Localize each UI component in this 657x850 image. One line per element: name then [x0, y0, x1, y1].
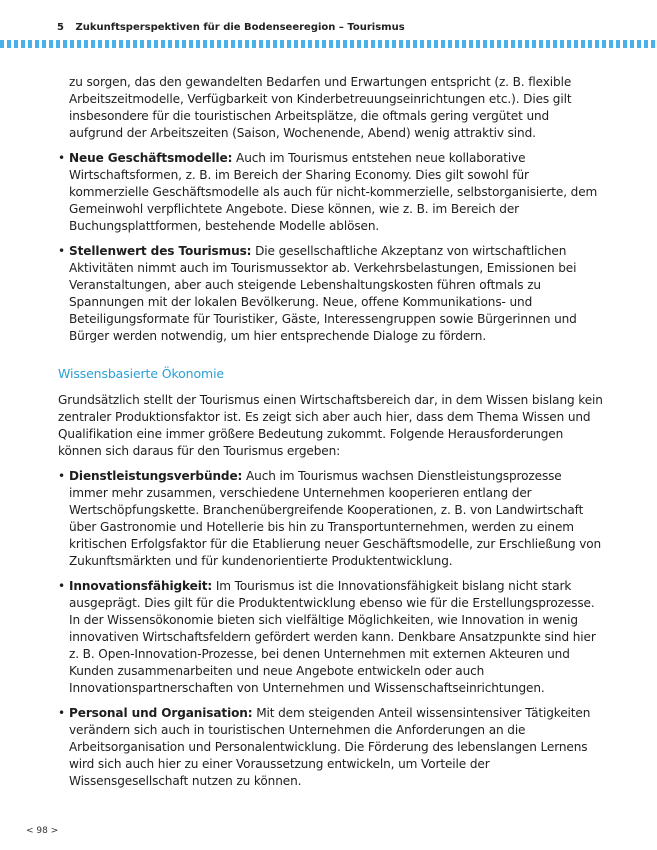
bullet-term: Innovationsfähigkeit:: [69, 579, 213, 593]
bullet-list-top: [58, 150, 603, 345]
list-item: [58, 150, 603, 235]
bullet-term: Dienstleistungsverbünde:: [69, 469, 243, 483]
bullet-term: Personal und Organisation:: [69, 706, 253, 720]
list-item: [58, 243, 603, 345]
bullet-icon: •: [58, 151, 66, 165]
running-header: [57, 22, 405, 33]
bullet-icon: •: [58, 579, 66, 593]
bullet-text: Im Tourismus ist die Innovationsfähigkeit bislang nicht stark ausgeprägt. Dies gilt für die Produktentwicklung ebenso wie für die Erstellungsprozesse. In der Wissensökonomie bieten sich vielfältige Möglichkeiten, wie Innovation in wenig innovativen Wirtschaftsfeldern gefördert werden kann. Denkbare Ansatzpunkte sind hier z. B. Open-Innovation-Prozesse, bei denen Unternehmen mit externen Akteuren und Kunden zusammenarbeiten und neue Angebote entwickeln oder auch Innovationspartnerschaften von Unternehmen und Wissenschaftseinrichtungen.: [69, 579, 596, 695]
list-item: [58, 468, 603, 570]
bullet-continuation-text: zu sorgen, das den gewandelten Bedarfen und Erwartungen entspricht (z. B. flexible Arbeitszeitmodelle, Verfügbarkeit von Kinderbetreuungseinrichtungen etc.). Dies gilt insbesondere für die touristischen Arbeitsplätze, die oftmals gering vergütet und aufgrund der Arbeitszeiten (Saison, Wochenende, Abend) wenig attraktiv sind.: [69, 75, 572, 140]
section-heading: Wissensbasierte Ökonomie: [58, 366, 224, 381]
chapter-title: Zukunftsperspektiven für die Bodenseeregion – Tourismus: [75, 22, 405, 33]
bullet-text: Mit dem steigenden Anteil wissensintensiver Tätigkeiten verändern sich auch in touristischen Unternehmen die Anforderungen an die Arbeitsorganisation und Personalentwicklung. Die Förderung des lebenslangen Lernens wird sich auch hier zu einer Voraussetzung entwickeln, um Vorteile der Wissensgesellschaft nutzen zu können.: [69, 706, 591, 788]
bullet-icon: •: [58, 706, 66, 720]
header-stripe-divider: [0, 40, 657, 48]
bullet-text: Die gesellschaftliche Akzeptanz von wirtschaftlichen Aktivitäten nimmt auch im Tourismussektor ab. Verkehrsbelastungen, Emissionen bei Veranstaltungen, aber auch steigende Lebenshaltungskosten führen oftmals zu Spannungen mit der lokalen Bevölkerung. Neue, offene Kommunikations- und Beteiligungsformate für Touristiker, Gäste, Interessengruppen sowie Bürgerinnen und Bürger werden notwendig, um hier entsprechende Dialoge zu fördern.: [69, 244, 577, 343]
bullet-term: Stellenwert des Tourismus:: [69, 244, 252, 258]
bullet-term: Neue Geschäftsmodelle:: [69, 151, 233, 165]
bullet-icon: •: [58, 469, 66, 483]
list-item: [58, 578, 603, 697]
bullet-text: Auch im Tourismus wachsen Dienstleistungsprozesse immer mehr zusammen, verschiedene Unternehmen kooperieren entlang der Wertschöpfungskette. Branchenübergreifende Kooperationen, z. B. von Landwirtschaft über Gastronomie und Hotellerie bis hin zu Transportunternehmen, werden zu einem kritischen Erfolgsfaktor für die Etablierung neuer Geschäftsmodelle, zur Erschließung von Zukunftsmärkten und für kundenorientierte Produktentwicklung.: [69, 469, 602, 568]
bullet-text: Auch im Tourismus entstehen neue kollaborative Wirtschaftsformen, z. B. im Bereich der Sharing Economy. Dies gilt sowohl für kommerzielle Geschäftsmodelle als auch für nicht-kommerzielle, selbstorganisierte, dem Gemeinwohl verpflichtete Angebote. Diese können, wie z. B. im Bereich der Buchungsplattformen, bestehende Modelle ablösen.: [69, 151, 598, 233]
chapter-number: 5: [57, 22, 64, 33]
list-item: [58, 705, 603, 790]
section-intro-paragraph: Grundsätzlich stellt der Tourismus einen Wirtschaftsbereich dar, in dem Wissen bislang kein zentraler Produktionsfaktor ist. Es zeigt sich aber auch hier, dass dem Thema Wissen und Qualifikation eine immer größere Bedeutung zukommt. Folgende Herausforderungen können sich daraus für den Tourismus ergeben:: [58, 393, 603, 458]
page-number: < 98 >: [26, 826, 59, 836]
bullet-icon: •: [58, 244, 66, 258]
page-body: [58, 74, 603, 798]
bullet-list-section: [58, 468, 603, 790]
